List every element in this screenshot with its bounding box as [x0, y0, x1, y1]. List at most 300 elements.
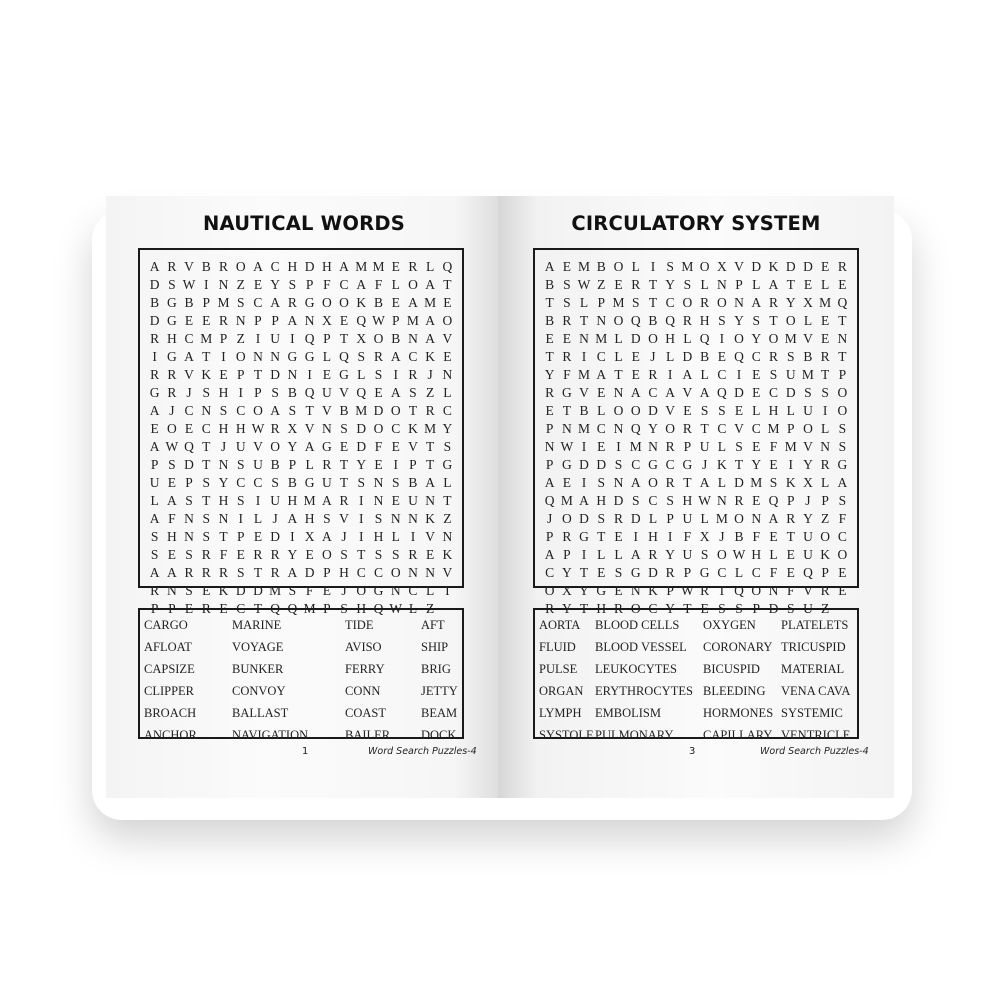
- grid-letter: O: [648, 331, 658, 346]
- grid-letter: L: [357, 367, 366, 382]
- right-page: [498, 196, 894, 798]
- grid-letter: A: [166, 493, 177, 508]
- grid-letter: U: [682, 511, 693, 526]
- grid-letter: E: [562, 331, 571, 346]
- word-list-item: ORGAN: [539, 684, 584, 698]
- grid-letter: H: [218, 421, 229, 436]
- word-list-item: MATERIAL: [781, 662, 845, 676]
- grid-letter: M: [784, 331, 797, 346]
- grid-letter: H: [596, 601, 607, 616]
- grid-letter: R: [682, 313, 692, 328]
- grid-letter: F: [563, 367, 571, 382]
- grid-letter: E: [219, 601, 228, 616]
- grid-letter: M: [424, 421, 437, 436]
- grid-letter: Q: [630, 313, 641, 328]
- grid-letter: B: [339, 403, 349, 418]
- grid-letter: N: [579, 331, 589, 346]
- word-list-item: AVISO: [345, 640, 382, 654]
- letter-grid: [541, 258, 851, 618]
- grid-letter: R: [150, 367, 160, 382]
- grid-letter: C: [270, 259, 280, 274]
- word-list-item: ANCHOR: [144, 728, 197, 742]
- grid-letter: M: [200, 331, 213, 346]
- grid-letter: E: [150, 421, 159, 436]
- word-list-item: AFLOAT: [144, 640, 192, 654]
- grid-letter: S: [821, 385, 829, 400]
- grid-letter: M: [269, 583, 282, 598]
- grid-letter: C: [751, 565, 761, 580]
- grid-letter: P: [305, 277, 314, 292]
- grid-letter: L: [391, 277, 400, 292]
- grid-letter: I: [650, 259, 656, 274]
- grid-letter: E: [562, 259, 571, 274]
- grid-letter: N: [425, 493, 436, 508]
- grid-letter: T: [202, 493, 211, 508]
- grid-letter: O: [837, 403, 848, 418]
- grid-letter: T: [648, 295, 658, 310]
- word-list-item: LEUKOCYTES: [595, 662, 677, 676]
- grid-letter: P: [185, 475, 193, 490]
- grid-letter: E: [253, 277, 263, 292]
- grid-letter: D: [270, 367, 281, 382]
- grid-letter: H: [648, 529, 658, 544]
- grid-letter: S: [786, 349, 795, 364]
- grid-letter: C: [648, 385, 658, 400]
- grid-letter: F: [838, 511, 847, 526]
- letter-grid: [146, 258, 456, 618]
- grid-letter: S: [409, 385, 417, 400]
- grid-letter: E: [631, 367, 640, 382]
- grid-letter: D: [356, 421, 367, 436]
- grid-letter: D: [579, 511, 589, 526]
- word-list-item: BEAM: [421, 706, 458, 720]
- grid-letter: Y: [665, 277, 676, 292]
- grid-letter: N: [442, 529, 453, 544]
- grid-letter: G: [304, 349, 315, 364]
- grid-letter: P: [202, 295, 211, 310]
- grid-letter: N: [373, 493, 384, 508]
- grid-letter: O: [716, 547, 727, 562]
- grid-letter: M: [578, 259, 591, 274]
- grid-letter: N: [425, 565, 436, 580]
- grid-letter: D: [304, 259, 315, 274]
- grid-letter: E: [631, 349, 640, 364]
- page-number: 3: [689, 746, 696, 757]
- grid-letter: P: [786, 421, 795, 436]
- word-list-item: PULSE: [539, 662, 578, 676]
- grid-letter: Y: [287, 439, 298, 454]
- grid-letter: S: [838, 493, 847, 508]
- grid-letter: A: [270, 295, 281, 310]
- grid-letter: D: [373, 403, 384, 418]
- grid-letter: S: [150, 529, 159, 544]
- grid-letter: S: [718, 601, 726, 616]
- grid-letter: C: [717, 565, 727, 580]
- grid-letter: A: [166, 565, 177, 580]
- word-list-item: CLIPPER: [144, 684, 195, 698]
- grid-letter: I: [736, 367, 742, 382]
- grid-letter: H: [596, 493, 607, 508]
- grid-letter: C: [665, 295, 675, 310]
- grid-letter: X: [321, 313, 332, 328]
- grid-letter: C: [596, 349, 606, 364]
- grid-letter: P: [838, 367, 847, 382]
- grid-letter: O: [699, 259, 710, 274]
- grid-letter: K: [648, 583, 658, 598]
- word-list-item: CAPILLARY: [703, 728, 773, 742]
- grid-letter: M: [303, 601, 316, 616]
- grid-letter: C: [356, 565, 366, 580]
- grid-letter: E: [167, 475, 176, 490]
- grid-letter: S: [340, 421, 348, 436]
- grid-letter: S: [614, 565, 623, 580]
- grid-letter: C: [253, 475, 263, 490]
- grid-letter: R: [167, 385, 177, 400]
- grid-letter: E: [202, 313, 211, 328]
- grid-letter: J: [546, 511, 553, 526]
- grid-letter: T: [838, 349, 847, 364]
- grid-letter: P: [236, 367, 245, 382]
- grid-letter: T: [562, 403, 571, 418]
- grid-letter: A: [390, 385, 401, 400]
- grid-letter: Y: [665, 547, 676, 562]
- grid-letter: G: [682, 457, 693, 472]
- grid-letter: I: [238, 385, 243, 400]
- grid-letter: O: [630, 601, 641, 616]
- grid-letter: T: [614, 367, 623, 382]
- grid-letter: I: [667, 367, 673, 382]
- grid-letter: S: [236, 493, 245, 508]
- grid-letter: V: [184, 259, 194, 274]
- grid-letter: W: [560, 439, 574, 454]
- grid-letter: H: [665, 331, 676, 346]
- grid-letter: Q: [442, 259, 453, 274]
- grid-letter: O: [408, 277, 418, 292]
- grid-letter: E: [786, 547, 795, 562]
- grid-letter: N: [270, 349, 281, 364]
- grid-letter: F: [769, 565, 778, 580]
- grid-letter: E: [443, 295, 452, 310]
- grid-letter: D: [734, 385, 744, 400]
- grid-letter: B: [648, 313, 658, 328]
- grid-letter: X: [716, 259, 727, 274]
- grid-letter: N: [235, 313, 246, 328]
- grid-letter: J: [220, 439, 227, 454]
- grid-letter: I: [221, 349, 226, 364]
- grid-letter: T: [339, 475, 349, 490]
- word-list-item: CONN: [345, 684, 381, 698]
- grid-letter: C: [751, 349, 761, 364]
- grid-letter: K: [716, 457, 727, 472]
- grid-letter: T: [734, 457, 744, 472]
- grid-letter: P: [323, 601, 331, 616]
- grid-letter: M: [560, 493, 573, 508]
- grid-letter: H: [287, 493, 298, 508]
- grid-letter: E: [322, 583, 331, 598]
- grid-letter: A: [149, 403, 160, 418]
- grid-letter: N: [218, 457, 229, 472]
- grid-letter: R: [665, 565, 675, 580]
- grid-letter: S: [150, 547, 159, 562]
- grid-letter: T: [838, 313, 847, 328]
- grid-letter: S: [219, 403, 228, 418]
- grid-letter: O: [837, 547, 848, 562]
- grid-letter: A: [596, 367, 607, 382]
- grid-letter: C: [442, 403, 452, 418]
- grid-letter: D: [596, 457, 607, 472]
- grid-letter: S: [700, 547, 709, 562]
- grid-letter: V: [184, 367, 194, 382]
- grid-letter: E: [339, 313, 349, 328]
- grid-letter: I: [290, 331, 295, 346]
- grid-letter: A: [425, 331, 436, 346]
- grid-letter: Y: [579, 583, 589, 598]
- grid-letter: Q: [356, 313, 367, 328]
- grid-letter: N: [408, 565, 418, 580]
- grid-letter: A: [356, 277, 367, 292]
- grid-letter: O: [665, 421, 676, 436]
- grid-letter: G: [339, 367, 349, 382]
- grid-letter: F: [219, 547, 228, 562]
- grid-letter: A: [149, 511, 160, 526]
- grid-letter: T: [700, 421, 709, 436]
- grid-letter: K: [768, 259, 779, 274]
- grid-letter: N: [390, 511, 401, 526]
- grid-letter: E: [597, 439, 606, 454]
- grid-letter: R: [700, 295, 710, 310]
- grid-letter: C: [236, 403, 246, 418]
- grid-letter: L: [821, 475, 830, 490]
- grid-letter: P: [597, 295, 606, 310]
- grid-letter: Q: [734, 349, 744, 364]
- grid-letter: Z: [821, 601, 830, 616]
- grid-letter: O: [390, 403, 401, 418]
- grid-letter: O: [339, 295, 349, 310]
- grid-letter: M: [595, 331, 608, 346]
- grid-letter: R: [562, 313, 572, 328]
- grid-letter: U: [235, 439, 246, 454]
- grid-letter: P: [236, 529, 245, 544]
- page-footer: Word Search Puzzles-4: [368, 746, 477, 757]
- word-list-item: OXYGEN: [703, 618, 756, 632]
- word-list-item: CAPSIZE: [144, 662, 195, 676]
- grid-letter: A: [630, 385, 641, 400]
- grid-letter: S: [168, 457, 176, 472]
- grid-letter: E: [838, 277, 847, 292]
- grid-letter: L: [752, 403, 761, 418]
- grid-letter: H: [321, 259, 332, 274]
- grid-letter: R: [820, 349, 830, 364]
- grid-letter: S: [185, 583, 193, 598]
- grid-letter: N: [166, 583, 177, 598]
- word-list-item: CARGO: [144, 618, 188, 632]
- grid-letter: A: [751, 295, 762, 310]
- grid-letter: L: [597, 403, 606, 418]
- grid-letter: S: [786, 601, 795, 616]
- grid-letter: P: [563, 547, 571, 562]
- grid-letter: H: [682, 493, 693, 508]
- grid-letter: E: [184, 601, 194, 616]
- grid-letter: P: [683, 565, 692, 580]
- grid-letter: D: [630, 511, 641, 526]
- grid-letter: Q: [339, 349, 349, 364]
- grid-letter: D: [785, 385, 796, 400]
- grid-letter: P: [821, 565, 829, 580]
- grid-letter: Y: [561, 601, 572, 616]
- grid-letter: O: [648, 475, 658, 490]
- word-list-item: COAST: [345, 706, 386, 720]
- grid-letter: M: [629, 439, 642, 454]
- grid-letter: E: [614, 529, 623, 544]
- left-page: [106, 196, 502, 798]
- word-list-item: PULMONARY: [595, 728, 674, 742]
- grid-letter: Q: [768, 493, 779, 508]
- grid-letter: N: [716, 277, 727, 292]
- grid-letter: E: [700, 601, 709, 616]
- word-list-item: VOYAGE: [232, 640, 284, 654]
- grid-letter: J: [650, 349, 656, 364]
- grid-letter: G: [442, 457, 453, 472]
- grid-letter: G: [630, 565, 641, 580]
- grid-letter: S: [288, 277, 297, 292]
- grid-letter: E: [752, 493, 761, 508]
- grid-letter: S: [735, 439, 743, 454]
- word-list-item: NAVIGATION: [232, 728, 309, 742]
- grid-letter: H: [339, 565, 349, 580]
- grid-letter: B: [700, 349, 710, 364]
- grid-letter: T: [786, 529, 795, 544]
- grid-letter: R: [373, 349, 383, 364]
- grid-letter: R: [339, 493, 349, 508]
- grid-letter: A: [699, 385, 710, 400]
- grid-letter: O: [734, 511, 744, 526]
- grid-letter: D: [785, 259, 796, 274]
- grid-letter: P: [150, 457, 159, 472]
- grid-letter: T: [683, 601, 692, 616]
- grid-letter: U: [270, 331, 281, 346]
- grid-letter: U: [321, 475, 332, 490]
- grid-letter: D: [235, 583, 246, 598]
- grid-letter: N: [716, 493, 727, 508]
- grid-letter: S: [374, 511, 383, 526]
- grid-letter: O: [613, 313, 624, 328]
- grid-letter: E: [562, 475, 571, 490]
- grid-letter: C: [596, 421, 606, 436]
- grid-letter: Z: [597, 277, 606, 292]
- grid-letter: O: [373, 331, 384, 346]
- grid-letter: Q: [544, 493, 555, 508]
- grid-letter: O: [785, 313, 796, 328]
- grid-letter: S: [357, 475, 366, 490]
- grid-letter: E: [734, 403, 744, 418]
- grid-letter: E: [167, 547, 176, 562]
- grid-letter: T: [821, 367, 830, 382]
- grid-letter: B: [373, 295, 383, 310]
- grid-letter: A: [149, 259, 160, 274]
- grid-letter: E: [838, 583, 847, 598]
- grid-letter: S: [288, 583, 297, 598]
- grid-letter: S: [597, 511, 606, 526]
- grid-letter: W: [165, 439, 179, 454]
- grid-letter: I: [393, 367, 398, 382]
- grid-letter: Y: [356, 457, 367, 472]
- grid-letter: E: [545, 403, 554, 418]
- grid-letter: F: [374, 439, 383, 454]
- grid-letter: O: [837, 385, 848, 400]
- grid-letter: H: [235, 421, 246, 436]
- grid-letter: V: [253, 439, 263, 454]
- page-footer: Word Search Puzzles-4: [760, 746, 869, 757]
- grid-letter: R: [682, 421, 692, 436]
- grid-letter: Z: [426, 385, 435, 400]
- grid-letter: A: [425, 277, 436, 292]
- grid-letter: A: [390, 349, 401, 364]
- grid-letter: G: [287, 349, 298, 364]
- grid-letter: T: [597, 529, 606, 544]
- grid-letter: P: [254, 385, 262, 400]
- grid-letter: M: [578, 367, 591, 382]
- word-list-item: BRIG: [421, 662, 451, 676]
- grid-letter: E: [752, 385, 761, 400]
- grid-letter: C: [391, 421, 401, 436]
- grid-letter: L: [803, 313, 813, 328]
- grid-letter: E: [752, 367, 761, 382]
- word-list-item: FERRY: [345, 662, 385, 676]
- grid-letter: T: [202, 349, 211, 364]
- grid-letter: T: [648, 277, 658, 292]
- grid-letter: S: [236, 565, 245, 580]
- grid-letter: N: [734, 295, 744, 310]
- grid-letter: R: [768, 295, 778, 310]
- grid-letter: T: [357, 547, 366, 562]
- grid-letter: U: [408, 493, 418, 508]
- grid-letter: S: [563, 295, 571, 310]
- grid-letter: D: [751, 259, 762, 274]
- grid-letter: T: [305, 403, 314, 418]
- grid-letter: L: [717, 475, 726, 490]
- grid-letter: G: [596, 583, 607, 598]
- grid-letter: N: [442, 367, 453, 382]
- grid-letter: Z: [236, 277, 245, 292]
- grid-letter: S: [804, 385, 812, 400]
- grid-letter: J: [272, 511, 278, 526]
- grid-letter: A: [699, 475, 710, 490]
- grid-letter: L: [150, 493, 159, 508]
- word-list-item: BAILER: [345, 728, 391, 742]
- grid-letter: Q: [716, 385, 727, 400]
- grid-letter: I: [359, 511, 364, 526]
- grid-letter: R: [768, 349, 778, 364]
- grid-letter: G: [166, 313, 177, 328]
- grid-letter: W: [681, 583, 694, 598]
- grid-letter: N: [837, 331, 848, 346]
- grid-letter: Q: [665, 313, 676, 328]
- grid-letter: F: [786, 583, 795, 598]
- grid-letter: L: [597, 547, 606, 562]
- grid-letter: Y: [544, 367, 555, 382]
- grid-letter: Q: [356, 385, 367, 400]
- grid-letter: E: [786, 565, 795, 580]
- grid-letter: R: [201, 601, 211, 616]
- grid-letter: U: [682, 547, 693, 562]
- grid-letter: R: [545, 601, 555, 616]
- grid-letter: E: [717, 349, 726, 364]
- grid-letter: E: [821, 259, 830, 274]
- grid-letter: T: [579, 601, 589, 616]
- grid-letter: S: [563, 277, 571, 292]
- grid-letter: Z: [821, 511, 830, 526]
- grid-letter: S: [374, 547, 383, 562]
